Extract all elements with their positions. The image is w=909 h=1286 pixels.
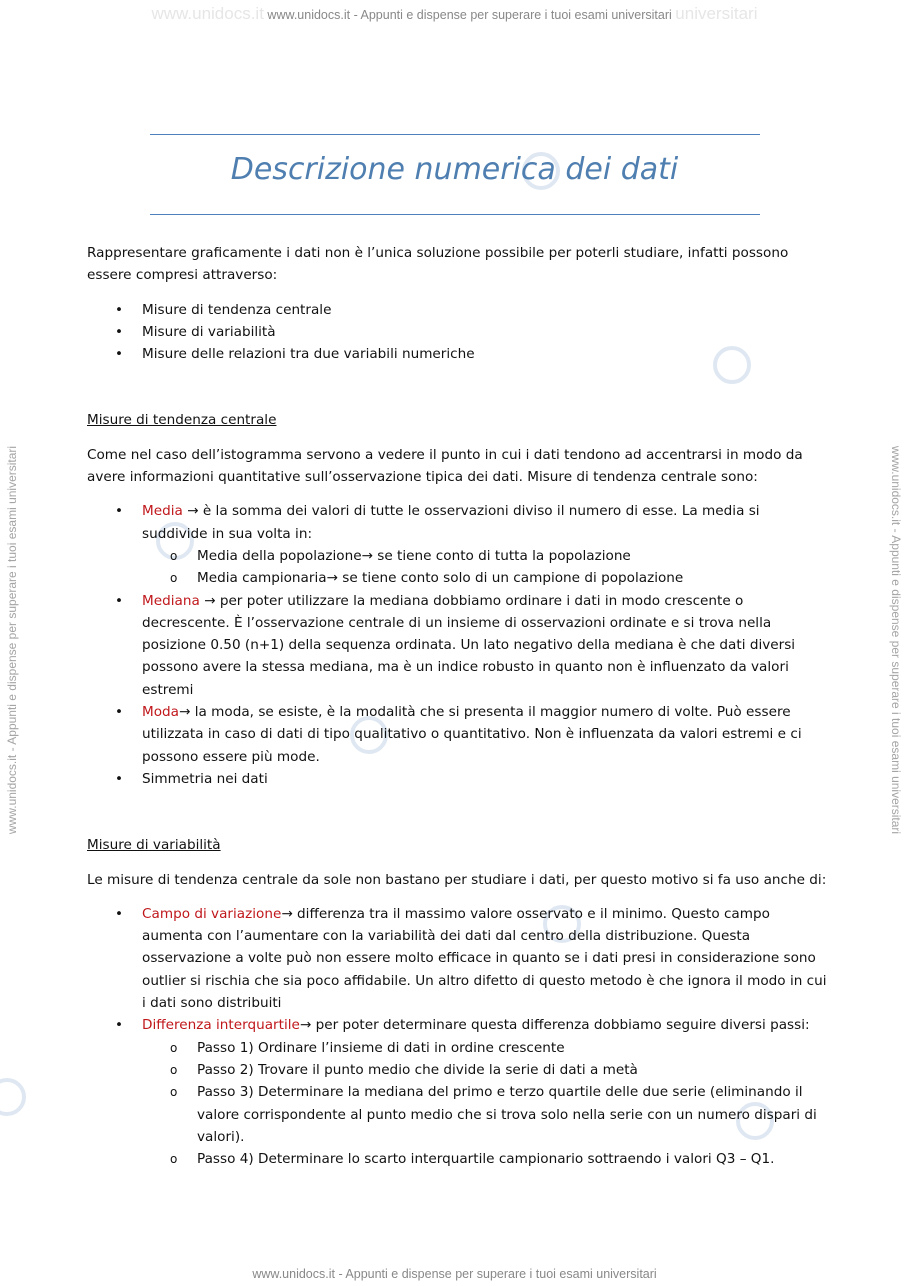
list-item: • Misure di variabilità bbox=[87, 321, 827, 343]
list-item-campo bbox=[87, 903, 827, 1014]
list-item-mediana bbox=[87, 590, 827, 701]
list-item-media bbox=[87, 500, 827, 589]
watermark-right: www.unidocs.it - Appunti e dispense per superare i tuoi esami universitari bbox=[889, 445, 903, 835]
list-item-simmetria bbox=[87, 768, 827, 790]
interquartile-text: → per poter determinare questa differenza dobbiamo seguire diversi passi: bbox=[299, 1017, 810, 1034]
media-text: → è la somma dei valori di tutte le osservazioni diviso il numero di esse. La media si suddivide in sua volta in: bbox=[142, 503, 760, 542]
list-item: • Misure di tendenza centrale bbox=[87, 299, 827, 321]
list-item-moda bbox=[87, 701, 827, 768]
step-item: o Passo 4) Determinare lo scarto interquartile campionario sottraendo i valori Q3 – Q1. bbox=[142, 1148, 827, 1170]
term-media: Media bbox=[142, 503, 183, 520]
list-item-interquartile bbox=[87, 1014, 827, 1170]
watermark-ghost-right: universitari bbox=[675, 4, 758, 23]
simmetria-text: Simmetria nei dati bbox=[142, 770, 268, 787]
mediana-text: → per poter utilizzare la mediana dobbiamo ordinare i dati in modo crescente o decrescente. È l’osservazione centrale di un insieme di osservazioni ordinate e si trova nella posizione 0.50 (n+1) della sequenza ordinata. Un lato negativo della mediana è che dati diversi possono avere la stessa mediana, ma è un indice robusto in quanto non è influenzato da valori estremi bbox=[142, 592, 796, 698]
document-body bbox=[87, 242, 827, 1170]
term-mediana: Mediana bbox=[142, 592, 200, 609]
watermark-top bbox=[0, 4, 909, 24]
list-item: • Misure delle relazioni tra due variabili numeriche bbox=[87, 343, 827, 365]
moda-text: → la moda, se esiste, è la modalità che si presenta il maggior numero di volte. Può essere utilizzata in caso di dati di tipo qualitativo o quantitativo. Non è influenzata da valori estremi e ci possono essere più mode. bbox=[142, 704, 802, 765]
page-title: Descrizione numerica dei dati bbox=[230, 152, 679, 187]
section2-intro: Le misure di tendenza centrale da sole non bastano per studiare i dati, per questo motivo si fa uso anche di: bbox=[87, 871, 827, 888]
section2-list bbox=[87, 903, 827, 1171]
section-heading-tendenza: Misure di tendenza centrale bbox=[87, 412, 277, 429]
title-rule-bottom bbox=[150, 214, 760, 215]
campo-text: → differenza tra il massimo valore osservato e il minimo. Questo campo aumenta con l’aumentare con la variabilità dei dati dal centro della distribuzione. Questa osservazione a volte può non essere molto efficace in quanto se i dati presi in considerazione sono outlier si rischia che sia poco affidabile. Un altro difetto di questo metodo è che ignora il modo in cui i dati sono distribuiti bbox=[142, 905, 827, 1012]
media-sublist bbox=[142, 545, 827, 590]
interquartile-steps bbox=[142, 1037, 827, 1171]
step-item: o Passo 3) Determinare la mediana del primo e terzo quartile delle due serie (eliminando il valore corrispondente al punto medio che si trova solo nella serie con un numero dispari di valori). bbox=[142, 1081, 827, 1148]
watermark-bottom: www.unidocs.it - Appunti e dispense per superare i tuoi esami universitari bbox=[252, 1267, 657, 1281]
sublist-item: o Media campionaria→ se tiene conto solo di un campione di popolazione bbox=[142, 567, 827, 589]
section-heading-variabilita: Misure di variabilità bbox=[87, 837, 221, 854]
section1-list bbox=[87, 500, 827, 790]
title-rule-top bbox=[150, 134, 760, 135]
step-item: o Passo 2) Trovare il punto medio che divide la serie di dati a metà bbox=[142, 1059, 827, 1081]
watermark-left: www.unidocs.it - Appunti e dispense per superare i tuoi esami universitari bbox=[5, 445, 19, 835]
watermark-logo-icon bbox=[0, 1078, 26, 1116]
intro-paragraph: Rappresentare graficamente i dati non è l’unica soluzione possibile per poterli studiare, infatti possono essere compresi attraverso: bbox=[87, 245, 789, 284]
term-campo-variazione: Campo di variazione bbox=[142, 905, 282, 922]
watermark-top-text: www.unidocs.it - Appunti e dispense per superare i tuoi esami universitari bbox=[267, 8, 672, 22]
term-differenza-interquartile: Differenza interquartile bbox=[142, 1017, 300, 1034]
watermark-ghost-left: www.unidocs.it bbox=[151, 4, 264, 23]
term-moda: Moda bbox=[142, 704, 180, 721]
step-item: o Passo 1) Ordinare l’insieme di dati in ordine crescente bbox=[142, 1037, 827, 1059]
section1-intro: Come nel caso dell’istogramma servono a vedere il punto in cui i dati tendono ad accentrarsi in modo da avere informazioni quantitative sull’osservazione tipica dei dati. Misure di tendenza centrale sono: bbox=[87, 446, 803, 486]
sublist-item: o Media della popolazione→ se tiene conto di tutta la popolazione bbox=[142, 545, 827, 567]
intro-list bbox=[87, 299, 827, 366]
